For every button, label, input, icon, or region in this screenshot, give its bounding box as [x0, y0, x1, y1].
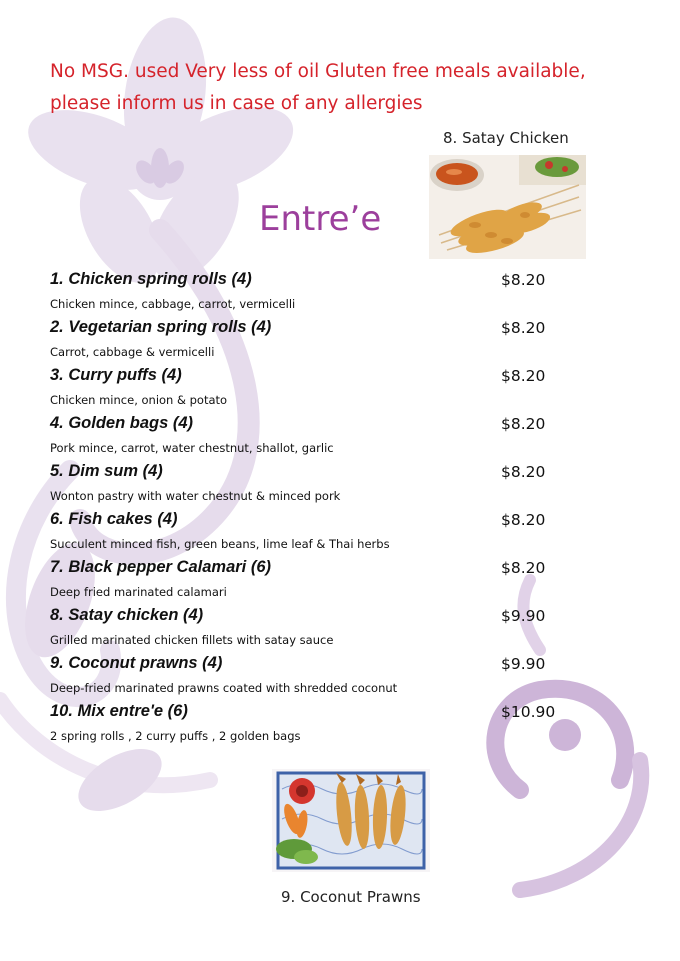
menu-item — [50, 654, 610, 702]
item-price: $8.20 — [501, 319, 546, 337]
item-price: $9.90 — [501, 607, 546, 625]
menu-item — [50, 270, 610, 318]
section-title: Entre’e — [259, 199, 382, 239]
notice-line-2: please inform us in case of any allergies — [50, 93, 423, 114]
item-price: $8.20 — [501, 271, 546, 289]
menu-item — [50, 462, 610, 510]
menu-item — [50, 702, 610, 750]
item-price: $8.20 — [501, 463, 546, 481]
item-name: 5. Dim sum (4) — [50, 462, 163, 480]
item-name: 9. Coconut prawns (4) — [50, 654, 223, 672]
menu-item — [50, 318, 610, 366]
item-name: 8. Satay chicken (4) — [50, 606, 204, 624]
item-name: 2. Vegetarian spring rolls (4) — [50, 318, 272, 336]
item-description: Chicken mince, cabbage, carrot, vermicelli — [50, 297, 296, 311]
item-price: $8.20 — [501, 511, 546, 529]
item-price: $8.20 — [501, 415, 546, 433]
menu-item — [50, 510, 610, 558]
item-description: Wonton pastry with water chestnut & minced pork — [50, 489, 341, 503]
menu-item — [50, 366, 610, 414]
item-name: 4. Golden bags (4) — [50, 414, 194, 432]
item-price: $9.90 — [501, 655, 546, 673]
item-name: 10. Mix entre'e (6) — [50, 702, 188, 720]
item-description: Succulent minced fish, green beans, lime leaf & Thai herbs — [50, 537, 390, 551]
allergy-notice — [50, 56, 650, 120]
item-description: Pork mince, carrot, water chestnut, shallot, garlic — [50, 441, 334, 455]
item-description: Deep fried marinated calamari — [50, 585, 227, 599]
menu-item — [50, 558, 610, 606]
item-price: $8.20 — [501, 559, 546, 577]
menu-item — [50, 414, 610, 462]
item-name: 6. Fish cakes (4) — [50, 510, 178, 528]
item-description: Carrot, cabbage & vermicelli — [50, 345, 215, 359]
item-price: $10.90 — [501, 703, 556, 721]
item-price: $8.20 — [501, 367, 546, 385]
item-name: 7. Black pepper Calamari (6) — [50, 558, 272, 576]
prawns-photo-caption: 9. Coconut Prawns — [281, 888, 421, 906]
item-description: Chicken mince, onion & potato — [50, 393, 228, 407]
menu-list — [50, 270, 610, 750]
item-description: Grilled marinated chicken fillets with satay sauce — [50, 633, 334, 647]
coconut-prawns-photo — [272, 769, 430, 872]
item-description: 2 spring rolls , 2 curry puffs , 2 golden bags — [50, 729, 301, 743]
satay-chicken-photo — [429, 155, 586, 259]
item-name: 3. Curry puffs (4) — [50, 366, 182, 384]
notice-line-1: No MSG. used Very less of oil Gluten free meals available, — [50, 61, 586, 82]
item-name: 1. Chicken spring rolls (4) — [50, 270, 252, 288]
menu-item — [50, 606, 610, 654]
item-description: Deep-fried marinated prawns coated with shredded coconut — [50, 681, 398, 695]
satay-photo-caption: 8. Satay Chicken — [443, 129, 569, 147]
